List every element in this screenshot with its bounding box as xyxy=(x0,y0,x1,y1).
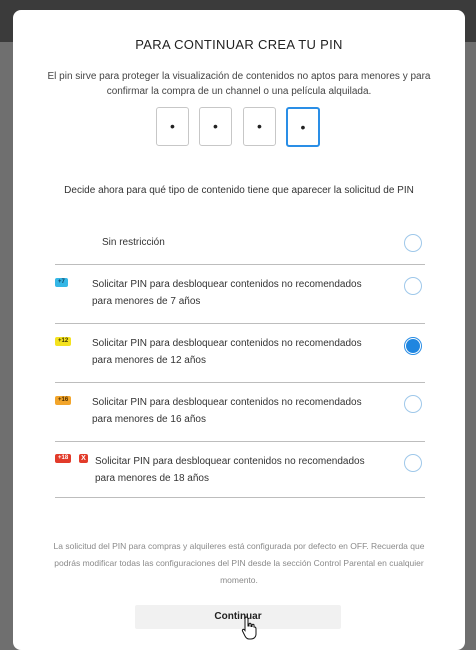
option-12[interactable] xyxy=(55,324,425,382)
option-label: Solicitar PIN para desbloquear contenidos no recomendados para menores de 18 años xyxy=(95,456,365,484)
radio-12[interactable] xyxy=(404,337,422,355)
option-label: Solicitar PIN para desbloquear contenidos no recomendados para menores de 16 años xyxy=(92,397,362,425)
radio-no-restriction[interactable] xyxy=(404,234,422,252)
age-badge-18: +18 xyxy=(55,454,71,463)
radio-7[interactable] xyxy=(404,277,422,295)
dialog-description: El pin sirve para proteger la visualización de contenidos no aptos para menores y para confirmar la compra de un channel o una película alquilada. xyxy=(47,71,431,97)
radio-18[interactable] xyxy=(404,454,422,472)
divider xyxy=(55,497,425,498)
hand-pointer-icon xyxy=(241,616,257,640)
adult-x-badge: X xyxy=(79,454,88,463)
create-pin-dialog xyxy=(13,10,465,650)
age-badge-7: +7 xyxy=(55,278,68,287)
pin-digit-3[interactable]: • xyxy=(243,107,276,146)
option-label: Sin restricción xyxy=(102,237,165,248)
pin-digit-2[interactable]: • xyxy=(199,107,232,146)
age-badge-16: +16 xyxy=(55,396,71,405)
option-18[interactable] xyxy=(55,442,425,497)
option-7[interactable] xyxy=(55,265,425,323)
option-label: Solicitar PIN para desbloquear contenidos no recomendados para menores de 7 años xyxy=(92,279,362,307)
continue-button[interactable]: Continuar xyxy=(135,605,341,629)
age-badge-12: +12 xyxy=(55,337,71,346)
pin-digit-4[interactable]: • xyxy=(286,107,320,147)
option-no-restriction[interactable] xyxy=(55,228,425,264)
radio-16[interactable] xyxy=(404,395,422,413)
dialog-title: PARA CONTINUAR CREA TU PIN xyxy=(135,37,343,52)
pin-footnote: La solicitud del PIN para compras y alquileres está configurada por defecto en OFF. Recuerda que podrás modificar todas las configuraciones del PIN desde la sección Control Parental en cualquier momento. xyxy=(53,541,425,585)
option-16[interactable] xyxy=(55,383,425,441)
restriction-question: Decide ahora para qué tipo de contenido tiene que aparecer la solicitud de PIN xyxy=(64,185,414,196)
option-label: Solicitar PIN para desbloquear contenidos no recomendados para menores de 12 años xyxy=(92,338,362,366)
pin-digit-1[interactable]: • xyxy=(156,107,189,146)
